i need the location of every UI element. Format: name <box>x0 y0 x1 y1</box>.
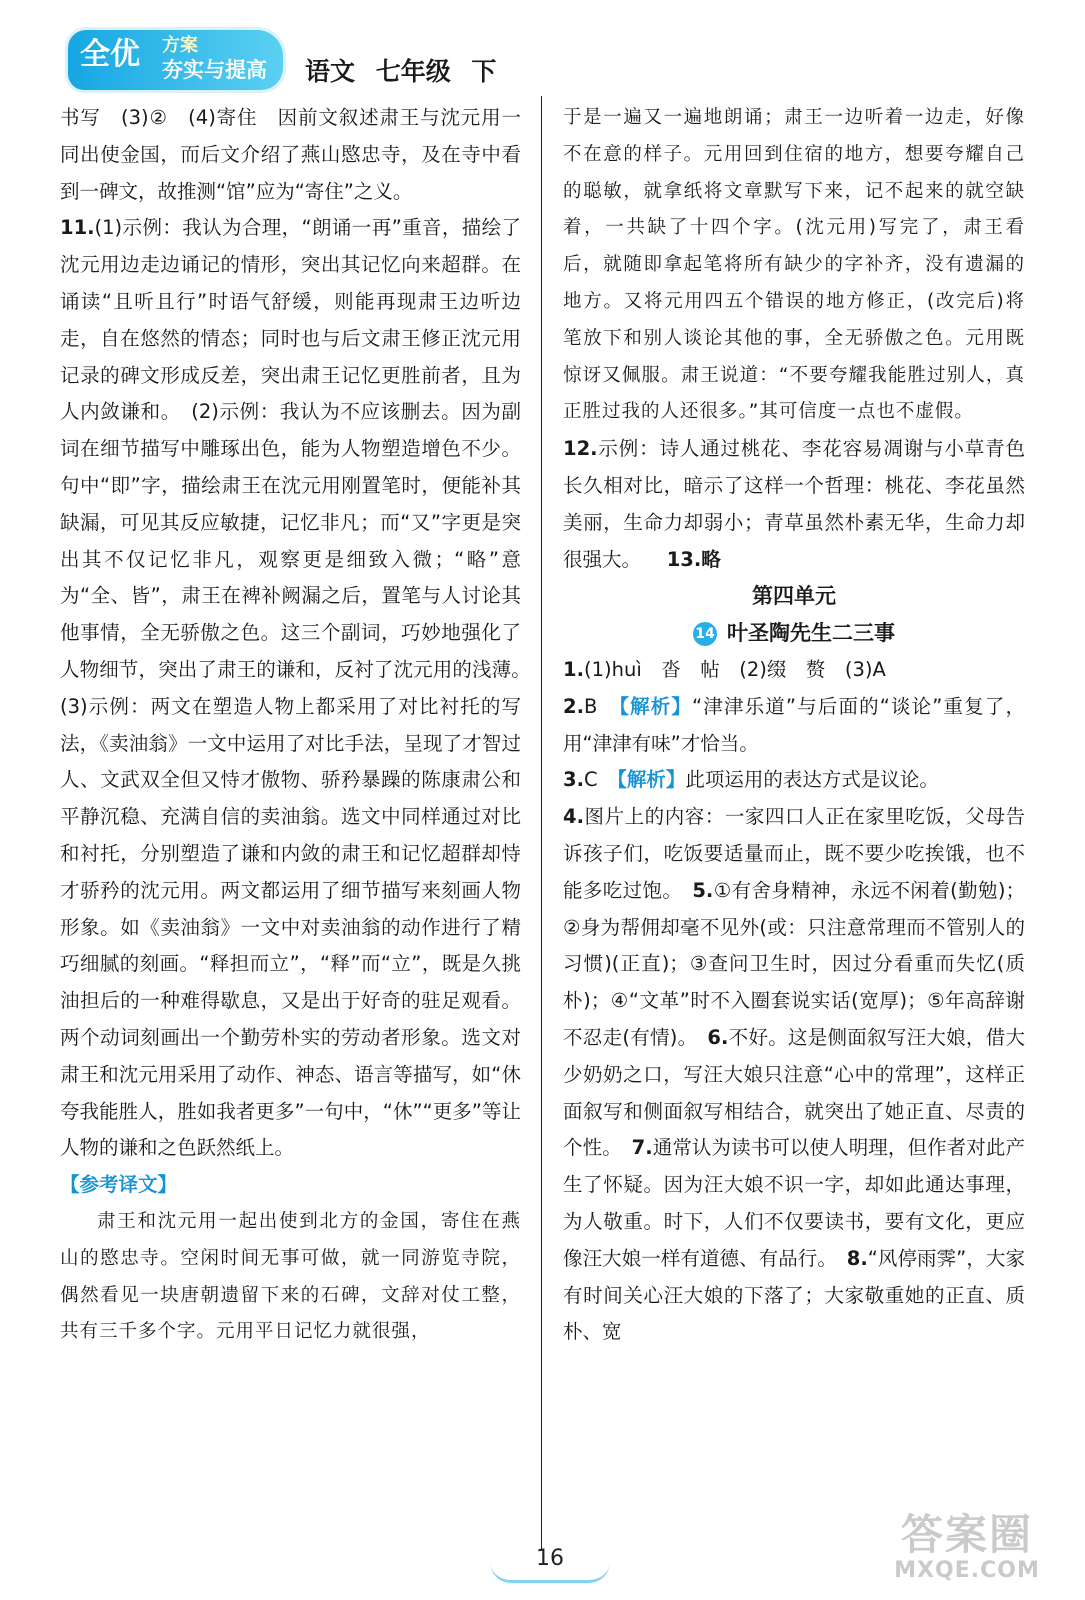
page-number <box>490 1538 610 1580</box>
answer-text: 示例：诗人通过桃花、李花容易凋谢与小草青色长久相对比，暗示了这样一个哲理：桃花、李花虽然美丽，生命力却弱小；青草虽然朴素无华，生命力却很强大。 <box>563 437 1025 571</box>
analysis-text: “津津乐道”与后面的“谈论”重复了，用“津津有味”才恰当。 <box>563 694 1025 755</box>
answer-choice: B <box>583 694 598 718</box>
unit-title: 第四单元 <box>752 584 836 609</box>
right-column <box>563 100 1025 1351</box>
translation-text: 肃王和沈元用一起出使到北方的金国，寄住在燕山的愍忠寺。空闲时间无事可做，就一同游览寺院，偶然看见一块唐朝遗留下来的石碑，文辞对仗工整，共有三千多个字。元用平日记忆力就很强， <box>60 1210 521 1343</box>
translation-tag: 【参考译文】 <box>60 1173 178 1197</box>
logo-text-main: 全优 <box>80 37 140 72</box>
question-number: 2. <box>563 694 584 718</box>
question-number: 4. <box>563 805 584 829</box>
question-number: 6. <box>707 1025 729 1049</box>
page-header <box>60 22 1040 92</box>
page-number-wave-decoration <box>490 1562 610 1583</box>
answer-paragraph: 书写 (3)② (4)寄住 因前文叙述肃王与沈元用一同出使金国，而后文介绍了燕山愍忠寺，及在寺中看到一碑文，故推测“馆”应为“寄住”之义。 <box>60 106 521 203</box>
question-2 <box>563 689 1025 763</box>
page-number-text: 16 <box>536 1546 564 1571</box>
question-number: 11. <box>60 216 95 240</box>
lesson-title: 叶圣陶先生二三事 <box>727 621 895 646</box>
answer-text: 不好。这是侧面叙写汪大娘，借大少奶奶之口，写汪大娘只注意“心中的常理”，这样正面叙写和侧面叙写相结合，就突出了她正直、尽责的个性。 <box>563 1025 1025 1160</box>
left-column <box>60 100 541 1351</box>
question-number: 3. <box>563 768 584 792</box>
watermark <box>882 1512 1052 1592</box>
question-1 <box>563 652 1025 689</box>
watermark-logo-text: 答案圈 <box>900 1510 1033 1559</box>
answer-text: 略 <box>701 547 721 571</box>
question-12 <box>563 431 1025 578</box>
logo-text-sub: 方案 <box>162 35 198 56</box>
series-logo <box>68 30 283 90</box>
answer-text: “风停雨霁”，大家有时间关心汪大娘的下落了；大家敬重她的正直、质朴、宽 <box>563 1246 1025 1344</box>
answer-choice: C <box>583 768 598 792</box>
question-4-to-8 <box>563 799 1025 1351</box>
book-title: 语文 七年级 下 <box>305 57 497 86</box>
column-divider <box>541 96 542 1551</box>
logo-text-tagline: 夯实与提高 <box>162 58 267 82</box>
answer-text: (1)huì 沓 帖 (2)缀 赘 (3)A <box>583 657 886 681</box>
question-number: 7. <box>631 1136 653 1160</box>
question-number: 8. <box>846 1246 868 1270</box>
answer-text: (1)示例：我认为合理，“朗诵一再”重音，描绘了沈元用边走边诵记的情形，突出其记忆向来超群。在诵读“且听且行”时语气舒缓，则能再现肃王边听边走，自在悠然的情态；同时也与后文肃王修正沈元用记录的碑文形成反差，突出肃王记忆更胜前者，且为人内敛谦和。 (2)示例：我认为不应该删去。因为副词在细节描写中雕琢出色，能为人物塑造增色不少。句中“即”字，描绘肃王在沈元用刚置笔时，便能补其缺漏，可见其反应敏捷，记忆非凡；而“又”字更是突出其不仅记忆非凡，观察更是细致入微；“略”意为“全、皆”，肃王在裨补阙漏之后，置笔与人讨论其他事情，全无骄傲之色。这三个副词，巧妙地强化了人物细节，突出了肃王的谦和，反衬了沈元用的浅薄。 (3)示例：两文在塑造人物上都采用了对比衬托的写法，《卖油翁》一文中运用了对比手法，呈现了才智过人、文武双全但又恃才傲物、骄矜暴躁的陈康肃公和平静沉稳、充满自信的卖油翁。选文中同样通过对比和衬托，分别塑造了谦和内敛的肃王和记忆超群却恃才骄矜的沈元用。两文都运用了细节描写来刻画人物形象。如《卖油翁》一文中对卖油翁的动作进行了精巧细腻的刻画。“释担而立”，“释”而“立”，既是久挑油担后的一种难得歇息，又是出于好奇的驻足观看。两个动词刻画出一个勤劳朴实的劳动者形象。选文对肃王和沈元用采用了动作、神态、语言等描写，如“休夸我能胜人，胜如我者更多”一句中，“休”“更多”等让人物的谦和之色跃然纸上。 <box>60 216 541 1160</box>
lesson-number-badge: 14 <box>693 622 717 646</box>
question-3 <box>563 762 1025 799</box>
lesson-title-row <box>563 615 1025 652</box>
answer-text: 图片上的内容：一家四口人正在家里吃饭，父母告诉孩子们，吃饭要适量而止，既不要少吃挨饿，也不能多吃过饱。 <box>563 805 1025 902</box>
question-number: 13. <box>666 547 702 571</box>
translation-continued: 于是一遍又一遍地朗诵；肃王一边听着一边走，好像不在意的样子。元用回到住宿的地方，想要夸耀自己的聪敏，就拿纸将文章默写下来，记不起来的就空缺着，一共缺了十四个字。(沈元用)写完了，肃王看后，就随即拿起笔将所有缺少的字补齐，没有遗漏的地方。又将元用四五个错误的地方修正，(改完后)将笔放下和别人谈论其他的事，全无骄傲之色。元用既惊讶又佩服。肃王说道：“不要夸耀我能胜过别人，真正胜过我的人还很多。”其可信度一点也不虚假。 <box>563 107 1025 423</box>
watermark-url: MXQE.COM <box>894 1558 1040 1583</box>
translation-heading <box>60 1167 521 1204</box>
answer-text: 通常认为读书可以使人明理，但作者对此产生了怀疑。因为汪大娘不识一字，却如此通达事理，为人敬重。时下，人们不仅要读书，要有文化，更应像汪大娘一样有道德、有品行。 <box>563 1136 1025 1270</box>
question-11 <box>60 210 541 1167</box>
analysis-tag: 【解析】 <box>619 694 693 718</box>
analysis-text: 此项运用的表达方式是议论。 <box>685 768 939 792</box>
question-number: 5. <box>692 878 714 902</box>
question-number: 1. <box>563 657 584 681</box>
analysis-tag: 【解析】 <box>617 768 686 792</box>
question-number: 12. <box>563 437 598 461</box>
answer-text: ①有舍身精神，永远不闲着(勤勉)；②身为帮佣却毫不见外(或：只注意常理而不管别人的习惯)(正直)；③查问卫生时，因过分看重而失忆(质朴)；④“文革”时不入圈套说实话(宽厚)；⑤年高辞谢不忍走(有情)。 <box>563 878 1025 1049</box>
